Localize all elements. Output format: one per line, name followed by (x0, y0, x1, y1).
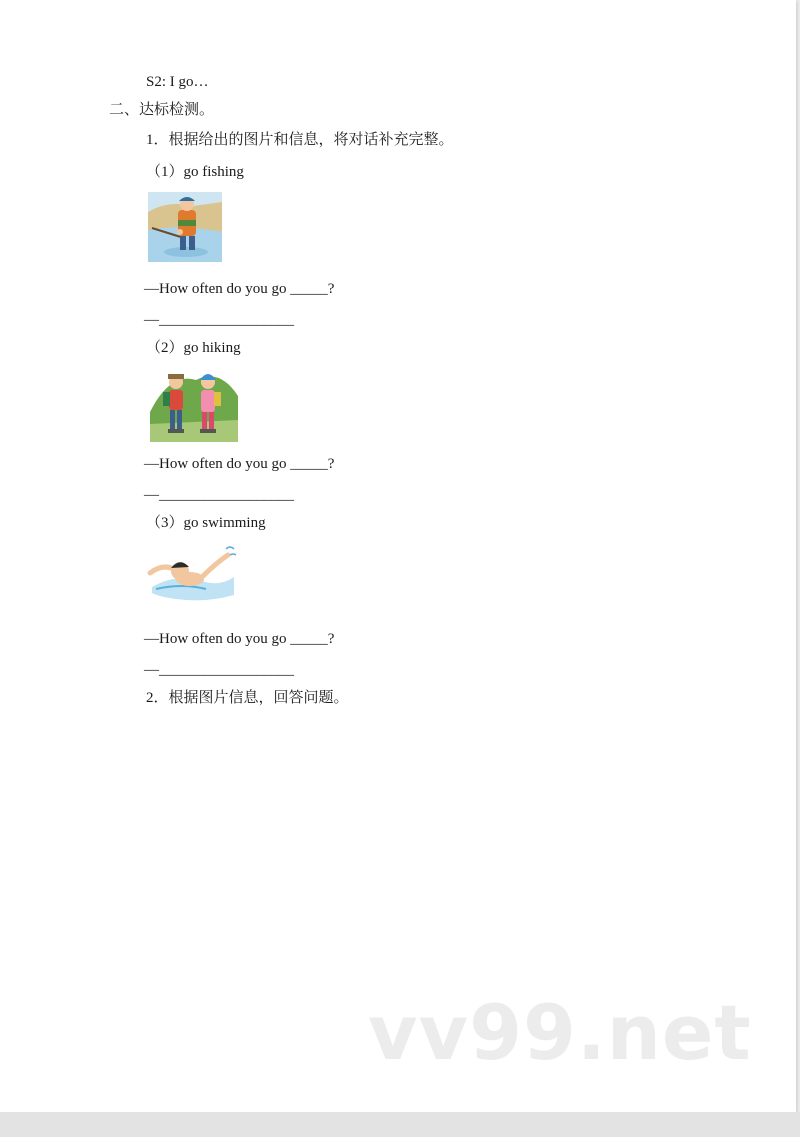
item1-label: （1）go fishing (146, 164, 244, 180)
item2-answer-line: —__________________ (144, 487, 294, 503)
item3-answer-line: —__________________ (144, 662, 294, 678)
item1-question: —How often do you go _____? (144, 281, 335, 297)
item2-label: （2）go hiking (146, 340, 241, 356)
s2-line: S2: I go… (146, 74, 209, 90)
fishing-boy-image (148, 192, 222, 262)
item3-question: —How often do you go _____? (144, 631, 335, 647)
item3-label: （3）go swimming (146, 515, 266, 531)
hiking-kids-image (150, 366, 238, 442)
swimming-boy-image (146, 543, 238, 607)
watermark-text: vv99.net (368, 988, 752, 1077)
item2-question: —How often do you go _____? (144, 456, 335, 472)
section-two-heading: 二、达标检测。 (109, 102, 215, 118)
item1-answer-line: —__________________ (144, 312, 294, 328)
q1-instruction: 1．根据给出的图片和信息，将对话补充完整。 (146, 132, 454, 148)
q2-instruction: 2．根据图片信息，回答问题。 (146, 690, 349, 706)
bottom-edge (0, 1112, 800, 1137)
